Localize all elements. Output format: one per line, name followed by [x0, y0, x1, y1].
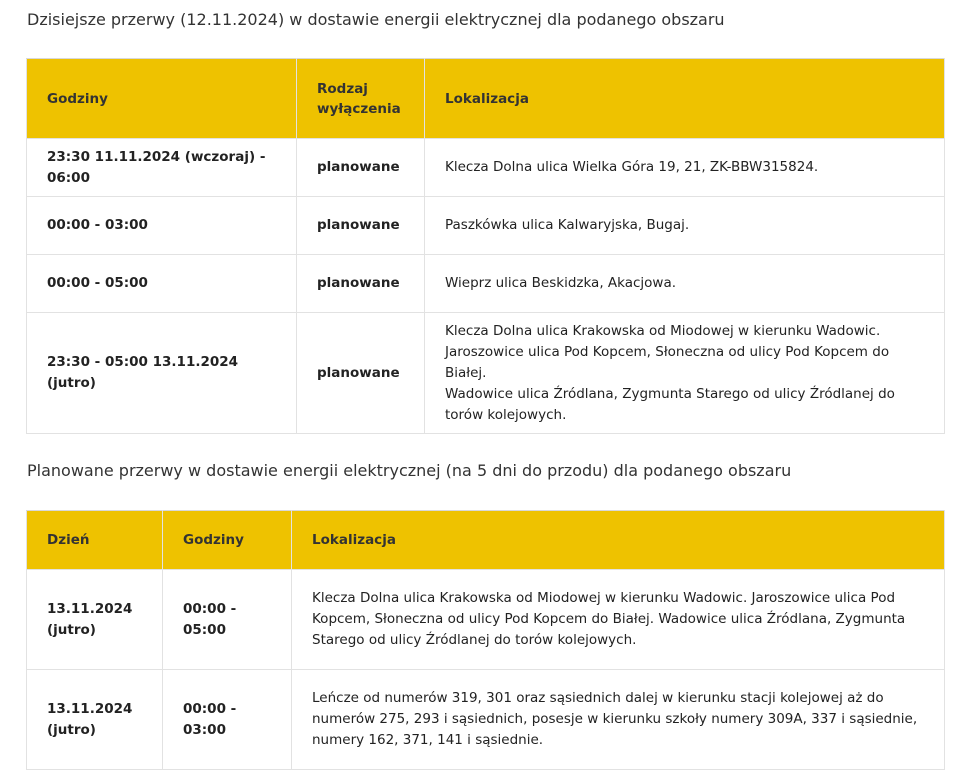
day-cell: 13.11.2024 (jutro) — [27, 670, 163, 770]
today-outages-title: Dzisiejsze przerwy (12.11.2024) w dostawie energii elektrycznej dla podanego obszaru — [27, 10, 725, 29]
table-row — [27, 255, 945, 313]
day-cell: 13.11.2024 (jutro) — [27, 570, 163, 670]
location-cell: Wieprz ulica Beskidzka, Akacjowa. — [425, 255, 945, 313]
type-cell: planowane — [297, 313, 425, 434]
table-row — [27, 197, 945, 255]
type-cell: planowane — [297, 139, 425, 197]
hours-cell: 00:00 - 03:00 — [163, 670, 292, 770]
location-cell: Paszkówka ulica Kalwaryjska, Bugaj. — [425, 197, 945, 255]
column-header-type: Rodzaj wyłączenia — [297, 59, 425, 139]
table-header-row — [27, 59, 945, 139]
column-header-hours: Godziny — [163, 511, 292, 570]
table-header-row — [27, 511, 945, 570]
hours-cell: 00:00 - 05:00 — [27, 255, 297, 313]
location-cell: Klecza Dolna ulica Krakowska od Miodowej w kierunku Wadowic. Jaroszowice ulica Pod Kopcem, Słoneczna od ulicy Pod Kopcem do Białej. Wadowice ulica Źródlana, Zygmunta Starego od ulicy Źródlanej do torów kolejowych. — [425, 313, 945, 434]
hours-cell: 00:00 - 05:00 — [163, 570, 292, 670]
hours-cell: 23:30 11.11.2024 (wczoraj) - 06:00 — [27, 139, 297, 197]
column-header-location: Lokalizacja — [425, 59, 945, 139]
type-cell: planowane — [297, 197, 425, 255]
location-cell: Klecza Dolna ulica Wielka Góra 19, 21, ZK-BBW315824. — [425, 139, 945, 197]
location-cell: Leńcze od numerów 319, 301 oraz sąsiednich dalej w kierunku stacji kolejowej aż do numerów 275, 293 i sąsiednich, posesje w kierunku szkoły numery 309A, 337 i sąsiednie, numery 162, 371, 141 i sąsiednie. — [292, 670, 945, 770]
type-cell: planowane — [297, 255, 425, 313]
hours-cell: 00:00 - 03:00 — [27, 197, 297, 255]
table-row — [27, 139, 945, 197]
today-outages-table — [26, 58, 945, 434]
table-row — [27, 670, 945, 770]
planned-outages-table — [26, 510, 945, 770]
hours-cell: 23:30 - 05:00 13.11.2024 (jutro) — [27, 313, 297, 434]
column-header-day: Dzień — [27, 511, 163, 570]
table-row — [27, 313, 945, 434]
location-cell: Klecza Dolna ulica Krakowska od Miodowej w kierunku Wadowic. Jaroszowice ulica Pod Kopcem, Słoneczna od ulicy Pod Kopcem do Białej. Wadowice ulica Źródlana, Zygmunta Starego od ulicy Źródlanej do torów kolejowych. — [292, 570, 945, 670]
column-header-location: Lokalizacja — [292, 511, 945, 570]
column-header-hours: Godziny — [27, 59, 297, 139]
table-row — [27, 570, 945, 670]
planned-outages-title: Planowane przerwy w dostawie energii elektrycznej (na 5 dni do przodu) dla podanego obszaru — [27, 461, 792, 480]
